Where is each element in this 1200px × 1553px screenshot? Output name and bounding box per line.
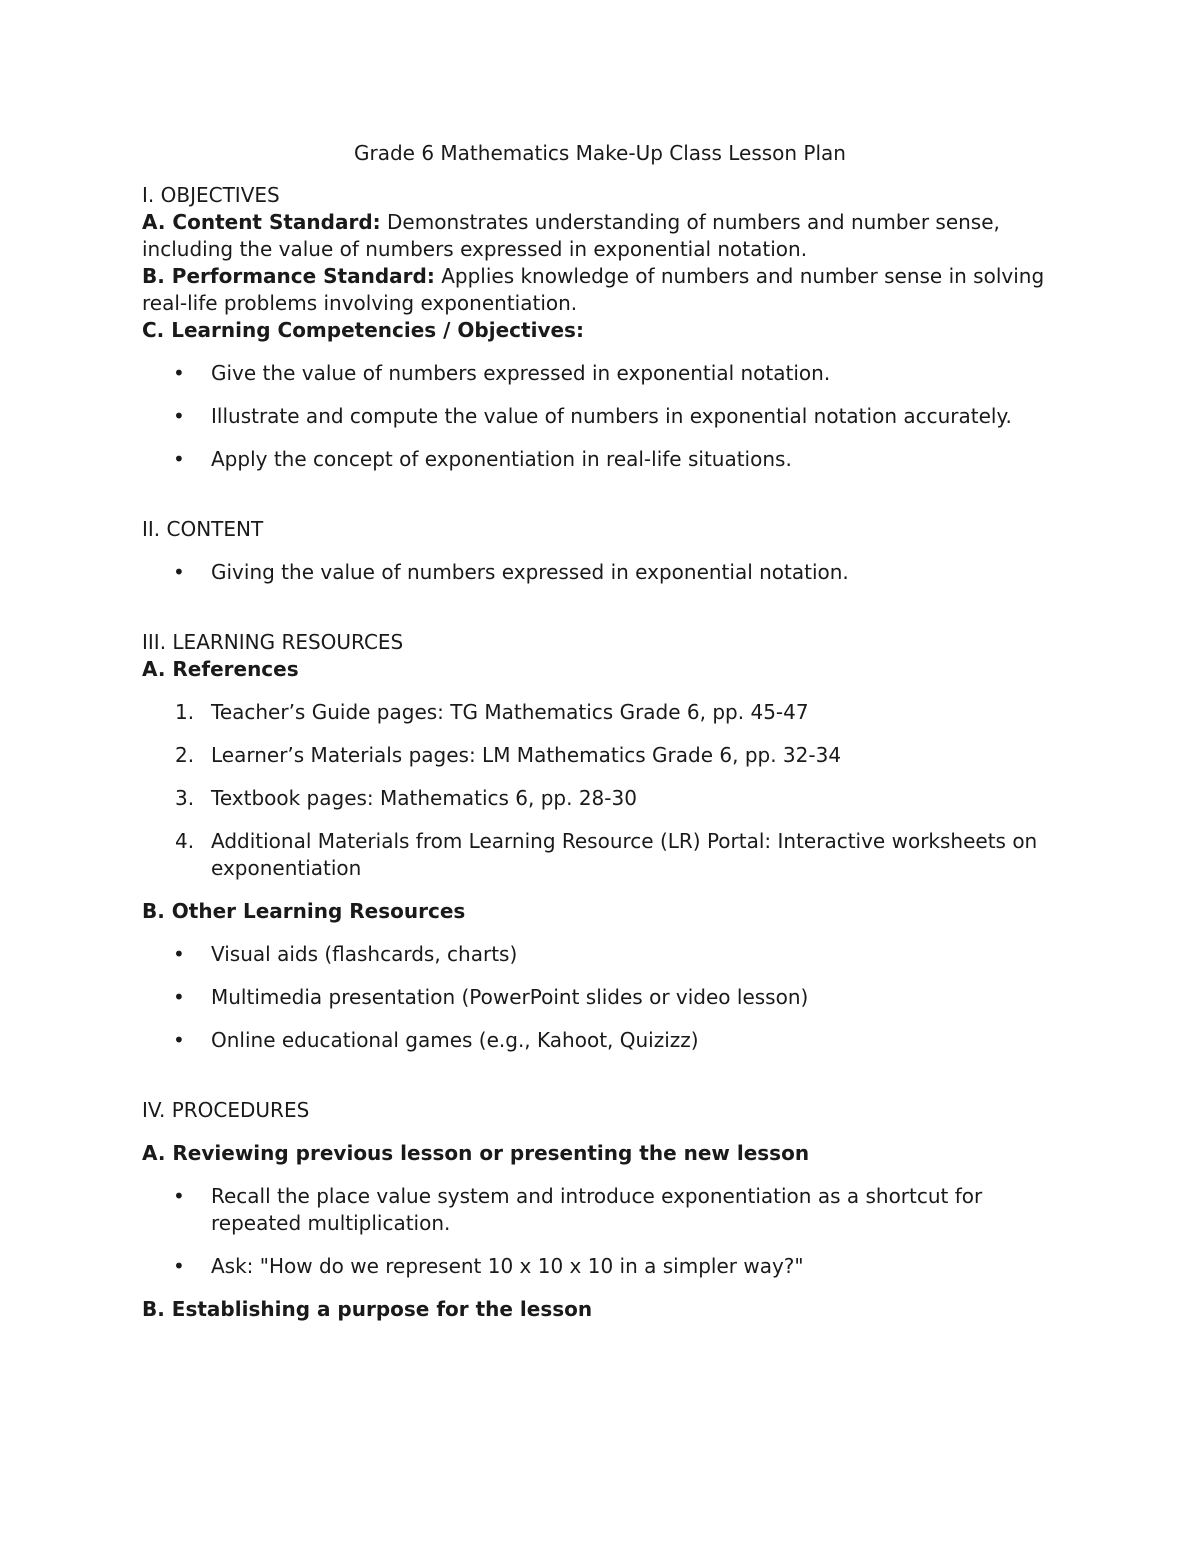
bullet-icon: •	[173, 985, 185, 1009]
document-body	[142, 182, 1062, 1323]
bullet-icon: •	[173, 447, 185, 471]
bullet-icon: •	[173, 1254, 185, 1278]
list-item	[142, 559, 1062, 586]
list-item-text: Giving the value of numbers expressed in exponential notation.	[211, 560, 849, 584]
other-resources-heading: B. Other Learning Resources	[142, 899, 466, 923]
list-item	[142, 941, 1062, 968]
list-item	[142, 1253, 1062, 1280]
list-number: 1.	[175, 700, 195, 724]
procedure-a-list	[142, 1183, 1062, 1280]
procedure-a-heading: A. Reviewing previous lesson or presenting the new lesson	[142, 1141, 810, 1165]
bullet-icon: •	[173, 560, 185, 584]
list-item-text: Textbook pages: Mathematics 6, pp. 28-30	[211, 786, 637, 810]
list-item-text: Ask: "How do we represent 10 x 10 x 10 in a simpler way?"	[211, 1254, 804, 1278]
list-number: 3.	[175, 786, 195, 810]
content-list	[142, 559, 1062, 586]
bullet-icon: •	[173, 1028, 185, 1052]
performance-standard-text: Applies knowledge of numbers and number sense in solving real-life problems involving exponentiation.	[142, 264, 1045, 315]
other-resources-list	[142, 941, 1062, 1054]
bullet-icon: •	[173, 942, 185, 966]
list-item	[142, 785, 1062, 812]
list-item	[142, 446, 1062, 473]
list-item	[142, 699, 1062, 726]
list-item	[142, 828, 1062, 882]
references-list	[142, 699, 1062, 882]
content-standard-text: Demonstrates understanding of numbers and number sense, including the value of numbers expressed in exponential notation.	[142, 210, 1000, 261]
list-number: 2.	[175, 743, 195, 767]
procedure-b-heading: B. Establishing a purpose for the lesson	[142, 1297, 593, 1321]
content-heading: II. CONTENT	[142, 517, 264, 541]
list-item	[142, 360, 1062, 387]
list-item-text: Illustrate and compute the value of numbers in exponential notation accurately.	[211, 404, 1012, 428]
list-item-text: Multimedia presentation (PowerPoint slides or video lesson)	[211, 985, 809, 1009]
bullet-icon: •	[173, 1184, 185, 1208]
document-title: Grade 6 Mathematics Make-Up Class Lesson Plan	[354, 141, 846, 165]
list-item-text: Recall the place value system and introduce exponentiation as a shortcut for repeated multiplication.	[211, 1184, 983, 1235]
performance-standard-label: B. Performance Standard:	[142, 264, 435, 288]
list-item-text: Additional Materials from Learning Resource (LR) Portal: Interactive worksheets on exponentiation	[211, 829, 1038, 880]
list-number: 4.	[175, 829, 195, 853]
procedures-heading: IV. PROCEDURES	[142, 1098, 310, 1122]
list-item-text: Teacher’s Guide pages: TG Mathematics Grade 6, pp. 45-47	[211, 700, 809, 724]
content-standard	[142, 209, 1062, 263]
document-title-wrap	[0, 140, 1200, 167]
bullet-icon: •	[173, 404, 185, 428]
list-item	[142, 984, 1062, 1011]
competencies-list	[142, 360, 1062, 473]
list-item-text: Give the value of numbers expressed in exponential notation.	[211, 361, 831, 385]
resources-heading: III. LEARNING RESOURCES	[142, 630, 404, 654]
references-heading: A. References	[142, 657, 299, 681]
content-standard-label: A. Content Standard:	[142, 210, 381, 234]
list-item	[142, 403, 1062, 430]
list-item-text: Apply the concept of exponentiation in real-life situations.	[211, 447, 792, 471]
list-item-text: Online educational games (e.g., Kahoot, Quizizz)	[211, 1028, 699, 1052]
objectives-heading: I. OBJECTIVES	[142, 183, 280, 207]
list-item-text: Learner’s Materials pages: LM Mathematics Grade 6, pp. 32-34	[211, 743, 842, 767]
list-item	[142, 742, 1062, 769]
bullet-icon: •	[173, 361, 185, 385]
list-item	[142, 1183, 1062, 1237]
competencies-heading: C. Learning Competencies / Objectives:	[142, 318, 584, 342]
list-item-text: Visual aids (flashcards, charts)	[211, 942, 518, 966]
list-item	[142, 1027, 1062, 1054]
performance-standard	[142, 263, 1062, 317]
